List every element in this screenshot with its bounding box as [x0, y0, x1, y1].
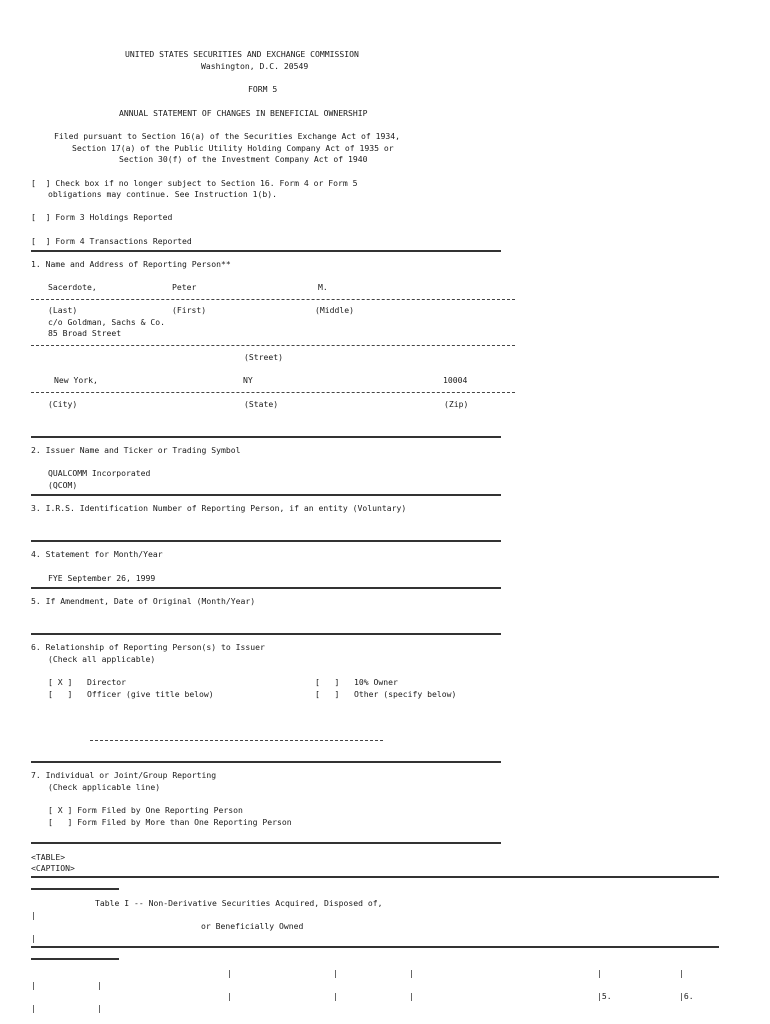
column-separator: |	[31, 980, 36, 990]
last-name-value: Sacerdote,	[48, 282, 97, 292]
column-separator: |	[333, 991, 338, 1001]
column-separator: |	[409, 991, 414, 1001]
table-title: Table I -- Non-Derivative Securities Acquired, Disposed of,	[95, 898, 383, 908]
column-separator: |	[227, 991, 232, 1001]
table-divider-wrap	[31, 888, 119, 890]
table-border-pipe: |	[31, 933, 36, 943]
table-tag: <TABLE>	[31, 852, 66, 862]
name-underline	[31, 299, 515, 300]
city-value: New York,	[54, 375, 98, 385]
section-4-heading: 4. Statement for Month/Year	[31, 549, 163, 559]
officer-checkbox[interactable]: [ ] Officer (give title below)	[48, 689, 214, 699]
form4-transactions-checkbox[interactable]: [ ] Form 4 Transactions Reported	[31, 236, 192, 246]
first-name-label: (First)	[172, 305, 207, 315]
zip-label: (Zip)	[444, 399, 469, 409]
column-separator: |	[333, 968, 338, 978]
zip-value: 10004	[443, 375, 468, 385]
table-subtitle: or Beneficially Owned	[201, 921, 304, 931]
filed-line-1: Filed pursuant to Section 16(a) of the Securities Exchange Act of 1934,	[54, 131, 400, 141]
statement-period-value: FYE September 26, 1999	[48, 573, 156, 583]
column-separator: |	[97, 980, 102, 990]
no-longer-subject-note: obligations may continue. See Instruction 1(b).	[48, 189, 278, 199]
commission-location: Washington, D.C. 20549	[201, 61, 309, 71]
street-underline	[31, 345, 515, 346]
section-divider	[31, 494, 501, 496]
director-checkbox[interactable]: [ X ] Director	[48, 677, 126, 687]
column-separator: |	[597, 968, 602, 978]
section-1-heading: 1. Name and Address of Reporting Person**	[31, 259, 231, 269]
column-separator: |	[31, 1003, 36, 1013]
section-divider	[31, 633, 501, 635]
section-divider	[31, 761, 501, 763]
section-3-heading: 3. I.R.S. Identification Number of Reporting Person, if an entity (Voluntary)	[31, 503, 407, 513]
form-title: ANNUAL STATEMENT OF CHANGES IN BENEFICIAL OWNERSHIP	[119, 108, 368, 118]
column-separator: |	[409, 968, 414, 978]
column-5-header: |5.	[597, 991, 612, 1001]
column-separator: |	[97, 1003, 102, 1013]
section-divider	[31, 540, 501, 542]
ticker-symbol-value: (QCOM)	[48, 480, 78, 490]
column-6-header: |6.	[679, 991, 694, 1001]
caption-tag: <CAPTION>	[31, 863, 75, 873]
issuer-name-value: QUALCOMM Incorporated	[48, 468, 151, 478]
column-separator: |	[227, 968, 232, 978]
title-specify-line	[90, 740, 383, 741]
filed-line-3: Section 30(f) of the Investment Company Act of 1940	[119, 154, 368, 164]
table-border-pipe: |	[31, 910, 36, 920]
one-reporting-person-checkbox[interactable]: [ X ] Form Filed by One Reporting Person	[48, 805, 243, 815]
table-divider	[31, 876, 719, 878]
other-checkbox[interactable]: [ ] Other (specify below)	[315, 689, 457, 699]
no-longer-subject-checkbox[interactable]: [ ] Check box if no longer subject to Section 16. Form 4 or Form 5	[31, 178, 358, 188]
commission-name: UNITED STATES SECURITIES AND EXCHANGE COMMISSION	[125, 49, 359, 59]
section-divider	[31, 250, 501, 252]
first-name-value: Peter	[172, 282, 197, 292]
street-label: (Street)	[244, 352, 283, 362]
section-divider	[31, 842, 501, 844]
section-7-heading: 7. Individual or Joint/Group Reporting	[31, 770, 217, 780]
column-separator: |	[679, 968, 684, 978]
section-6-subheading: (Check all applicable)	[48, 654, 156, 664]
middle-name-label: (Middle)	[315, 305, 354, 315]
section-2-heading: 2. Issuer Name and Ticker or Trading Symbol	[31, 445, 241, 455]
section-6-heading: 6. Relationship of Reporting Person(s) to Issuer	[31, 642, 265, 652]
table-divider-wrap	[31, 958, 119, 960]
section-7-subheading: (Check applicable line)	[48, 782, 161, 792]
form-number: FORM 5	[248, 84, 278, 94]
last-name-label: (Last)	[48, 305, 78, 315]
address-line-2: 85 Broad Street	[48, 328, 122, 338]
section-5-heading: 5. If Amendment, Date of Original (Month/Year)	[31, 596, 256, 606]
section-divider	[31, 587, 501, 589]
ten-percent-owner-checkbox[interactable]: [ ] 10% Owner	[315, 677, 398, 687]
address-line-1: c/o Goldman, Sachs & Co.	[48, 317, 165, 327]
table-divider	[31, 946, 719, 948]
filed-line-2: Section 17(a) of the Public Utility Holding Company Act of 1935 or	[72, 143, 394, 153]
form3-holdings-checkbox[interactable]: [ ] Form 3 Holdings Reported	[31, 212, 173, 222]
state-label: (State)	[244, 399, 279, 409]
middle-name-value: M.	[318, 282, 328, 292]
city-underline	[31, 392, 515, 393]
section-divider	[31, 436, 501, 438]
state-value: NY	[243, 375, 253, 385]
multiple-reporting-persons-checkbox[interactable]: [ ] Form Filed by More than One Reporting Person	[48, 817, 292, 827]
city-label: (City)	[48, 399, 78, 409]
